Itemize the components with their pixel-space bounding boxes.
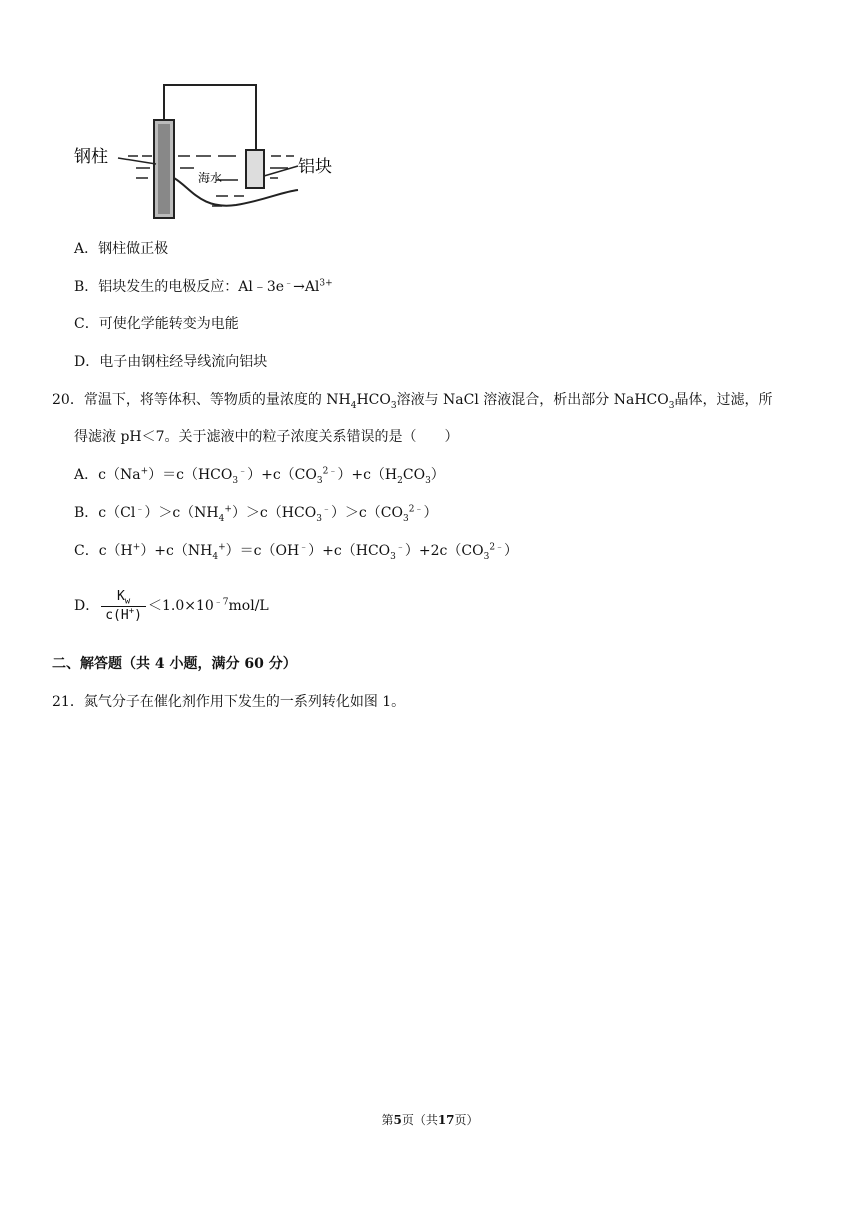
q21-stem: 21．氮气分子在催化剂作用下发生的一系列转化如图 1。 [52, 694, 406, 710]
q19-option-a: A．钢柱做正极 [74, 241, 169, 257]
label-aluminum-block: 铝块 [298, 157, 332, 177]
q20-option-d: D． $\frac{K_w}{c(H^+)}$ $<1.0\times 10^{﹣7}mol/L$ [74, 588, 269, 623]
wire [164, 85, 256, 150]
q20-stem-line1: 20．常温下，将等体积、等物质的量浓度的 $NH_4HCO_3$溶液与 NaCl 溶液混合，析出部分 NaHCO$_3$晶体，过滤，所 [52, 392, 773, 411]
q19-option-d: D．电子由钢柱经导线流向铝块 [74, 354, 268, 370]
page-footer: 第5页（共17页） [381, 1113, 479, 1127]
sea-bed [174, 178, 298, 206]
steel-pillar-texture [158, 124, 170, 214]
q19-option-c: C．可使化学能转变为电能 [74, 316, 239, 332]
kw-fraction: $\frac{K_w}{c(H^+)}$ [101, 588, 146, 625]
q20-option-a: A．$c(Na^+)=c(HCO_3^﹣)+c(CO_3^{2﹣})+c(H_2CO_3)$ [74, 466, 445, 486]
q20-stem-line2: 得滤液 pH＜7。关于滤液中的粒子浓度关系错误的是（ ） [74, 429, 459, 445]
leader-line-left [118, 158, 156, 164]
q19-option-b: B．铝块发生的电极反应：$Al﹣3e^﹣\to Al^{3+}$ [74, 278, 333, 295]
section-heading: 二、解答题（共 4 小题，满分 60 分） [52, 656, 297, 672]
q20-option-c: C．$c(H^+)+c(NH_4^+)=c(OH^﹣)+c(HCO_3^﹣)+2c(CO_3^{2﹣})$ [74, 542, 519, 562]
q20-option-b: B．$c(Cl^﹣)>c(NH_4^+)>c(HCO_3^﹣)>c(CO_3^{2﹣})$ [74, 504, 438, 524]
label-steel-pillar: 钢柱 [74, 147, 108, 167]
label-sea-water: 海水 [198, 171, 223, 185]
aluminum-block [246, 150, 264, 188]
electrochemistry-figure [66, 80, 346, 225]
